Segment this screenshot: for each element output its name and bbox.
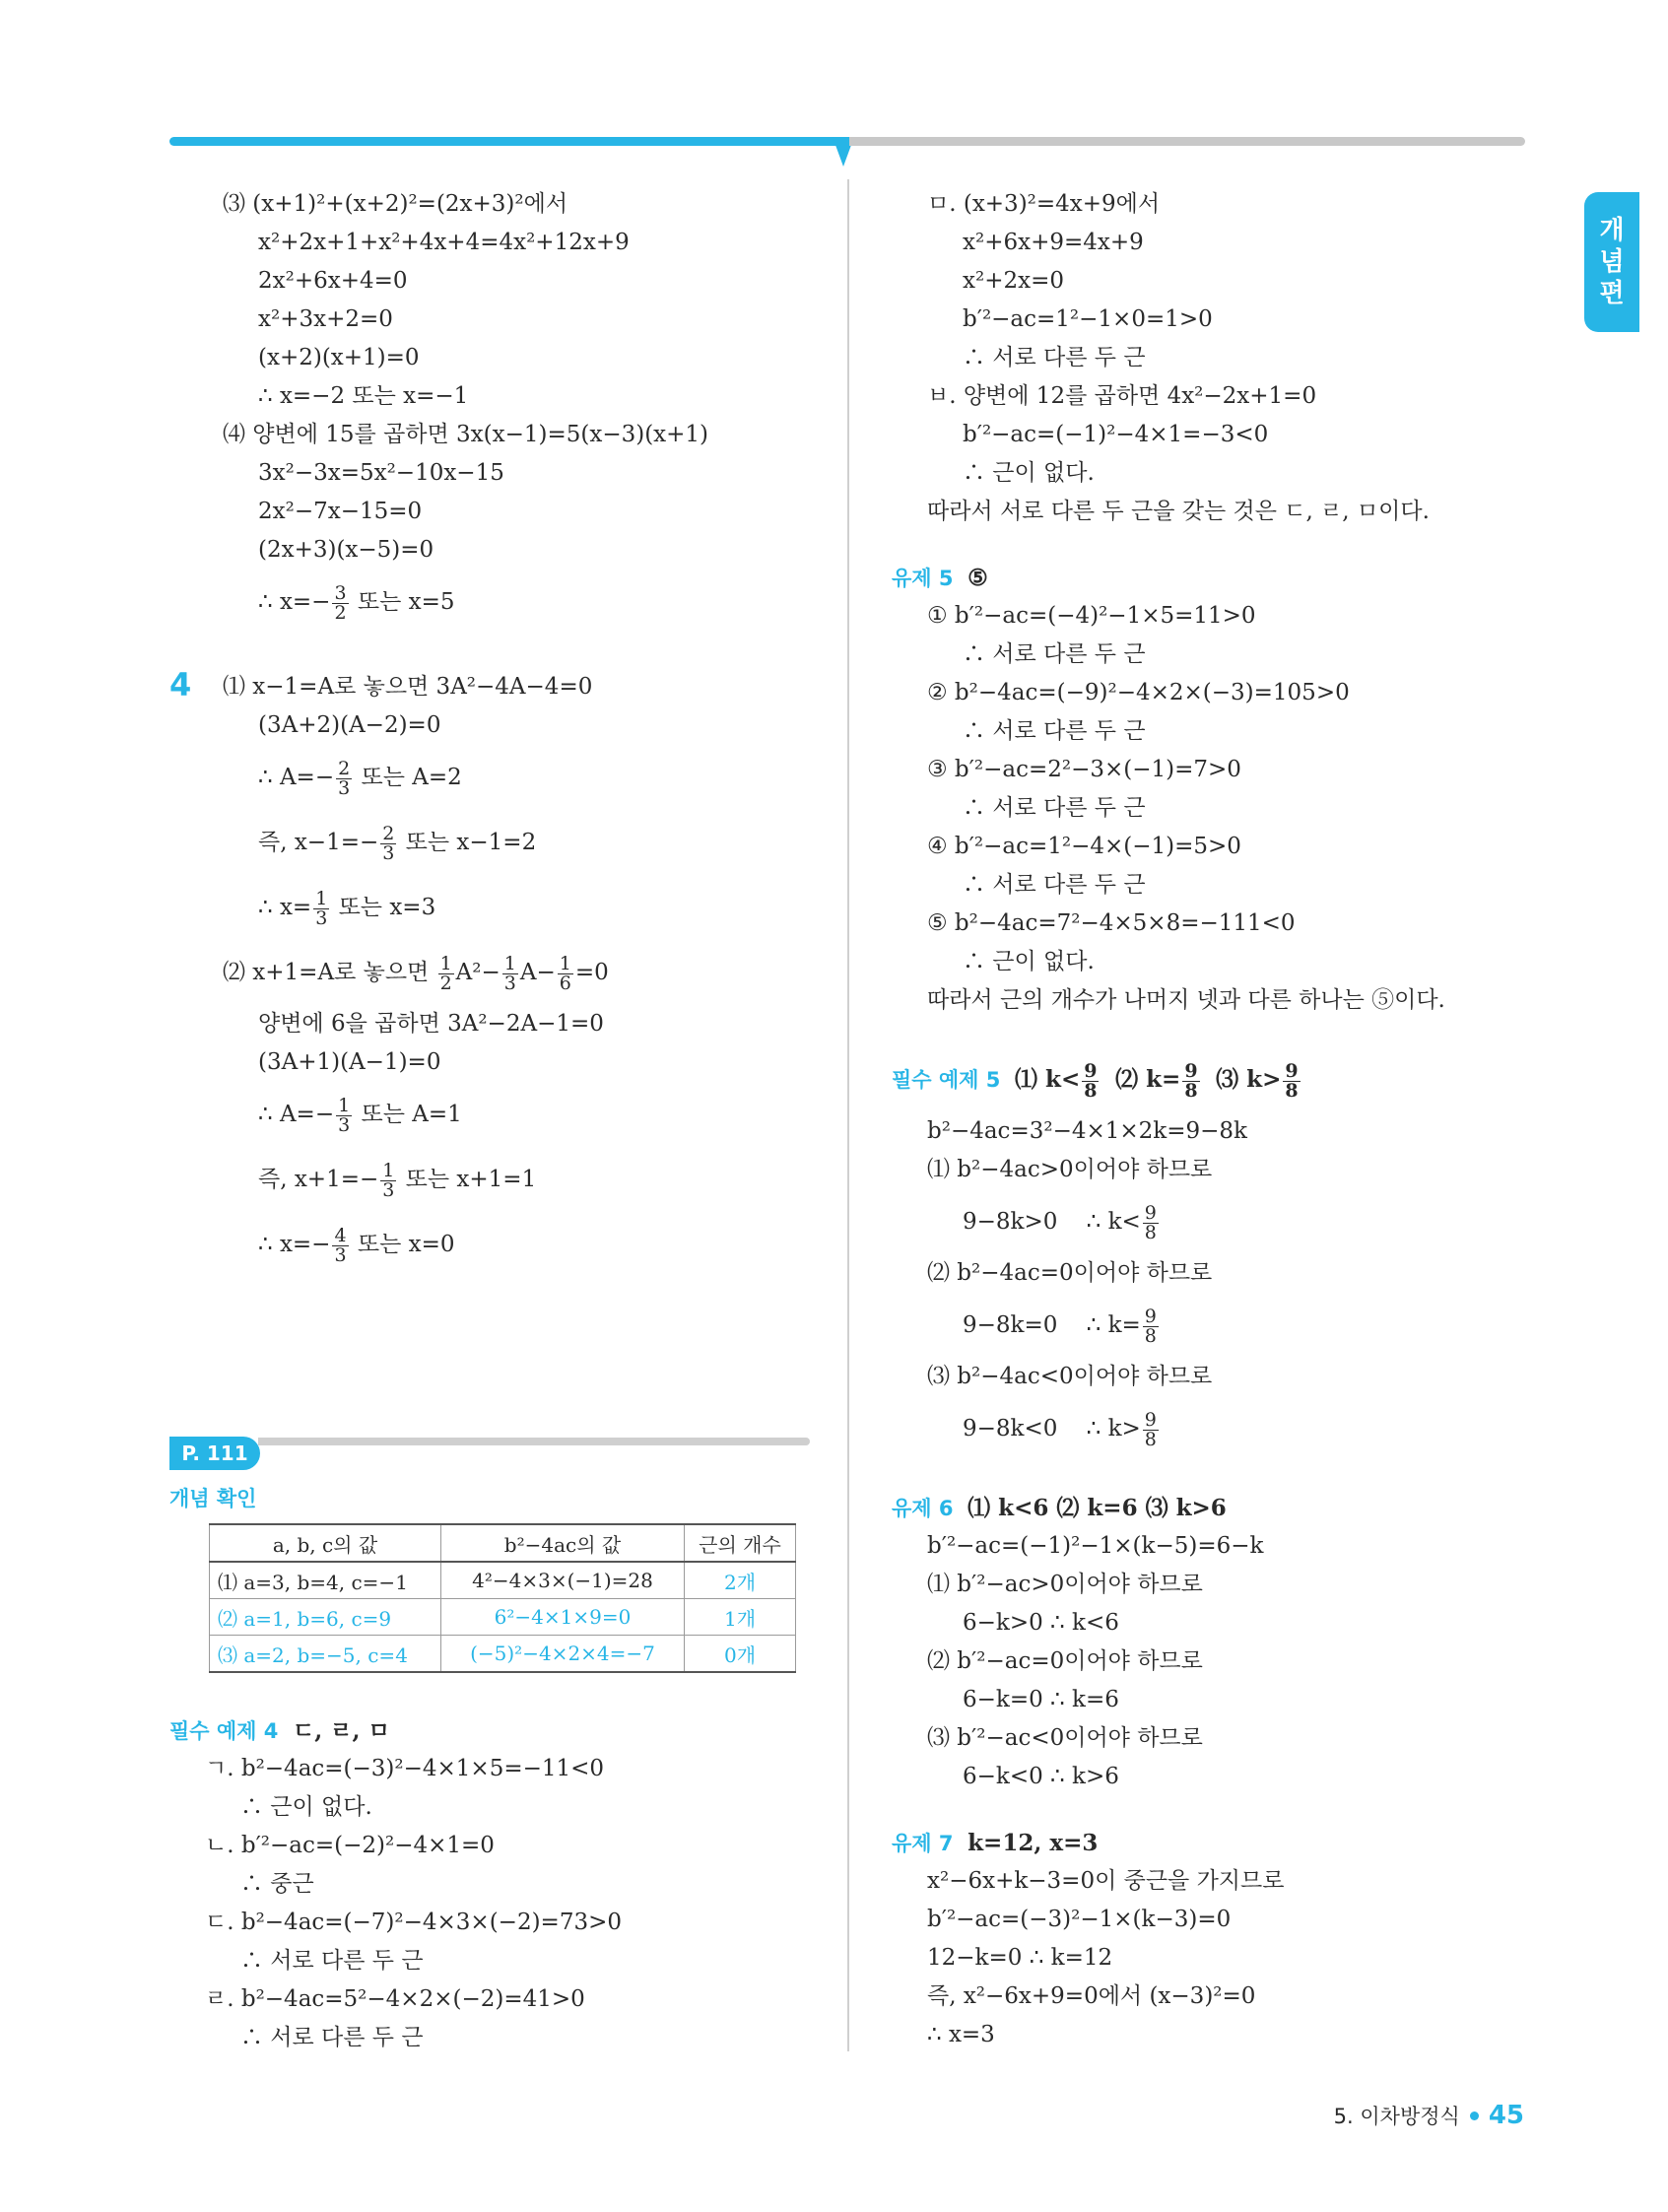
side-tab-char: 개 xyxy=(1599,216,1625,245)
fraction: $\frac{1}{3}$ xyxy=(382,1159,395,1201)
solution-line: ⑵ x+1=A로 놓으면 $\frac{1}{2}$ A²− $\frac{1}{3}$ A− $\frac{1}{6}$ =0 xyxy=(223,952,609,994)
solution-line: ⑶ b′²−ac<0이어야 하므로 xyxy=(927,1725,1203,1751)
solution-line: ㅁ. (x+3)²=4x+9에서 xyxy=(927,191,1161,217)
left-column xyxy=(223,185,834,635)
table-header: a, b, c의 값 xyxy=(210,1524,441,1562)
fraction: $\frac{3}{2}$ xyxy=(334,581,347,624)
table-cell: (−5)²−4×2×4=−7 xyxy=(441,1636,685,1673)
solution-line: 9−8k>0 ∴ k< $\frac{9}{8}$ xyxy=(963,1201,1157,1243)
solution-line: ⑵ b²−4ac=0이어야 하므로 xyxy=(927,1260,1213,1286)
solution-line: (3A+1)(A−1)=0 xyxy=(258,1049,441,1075)
example-label: 필수 예제 4 xyxy=(169,1719,279,1743)
fraction: $\frac{4}{3}$ xyxy=(334,1224,347,1266)
table-row xyxy=(210,1599,796,1636)
left-column-q4 xyxy=(223,668,834,1277)
solution-line: 즉, x²−6x+9=0에서 (x−3)²=0 xyxy=(927,1983,1256,2009)
example-heading: 필수 예제 5 ⑴ k< $\frac{9}{8}$ ⑵ k= $\frac{9}{8}$ ⑶ k> $\frac{9}{8}$ xyxy=(892,1059,1299,1102)
concept-table xyxy=(209,1523,796,1673)
solution-line: ∴ 서로 다른 두 근 xyxy=(963,872,1146,898)
solution-line: ⑷ 양변에 15를 곱하면 3x(x−1)=5(x−3)(x+1) xyxy=(223,422,709,447)
solution-line: ⑴ x−1=A로 놓으면 3A²−4A−4=0 xyxy=(223,674,593,700)
solution-line: 따라서 서로 다른 두 근을 갖는 것은 ㄷ, ㄹ, ㅁ이다. xyxy=(927,499,1430,524)
exercise-answer: ⑤ xyxy=(967,565,988,591)
solution-line: ⑵ b′²−ac=0이어야 하므로 xyxy=(927,1648,1203,1674)
solution-line: ∴ x=3 xyxy=(927,2022,995,2047)
solution-line: ⑤ b²−4ac=7²−4×5×8=−111<0 xyxy=(927,910,1296,936)
exercise-label: 유제 6 xyxy=(892,1497,954,1520)
fraction: $\frac{9}{8}$ xyxy=(1285,1059,1299,1102)
fraction: $\frac{9}{8}$ xyxy=(1184,1059,1198,1102)
solution-line: ㄷ. b²−4ac=(−7)²−4×3×(−2)=73>0 xyxy=(205,1910,622,1935)
solution-line: ⑶ b²−4ac<0이어야 하므로 xyxy=(927,1364,1213,1389)
solution-line: x²+6x+9=4x+9 xyxy=(963,230,1144,255)
exercise-label: 유제 7 xyxy=(892,1832,954,1855)
solution-line: ㅂ. 양변에 12를 곱하면 4x²−2x+1=0 xyxy=(927,383,1317,409)
fraction: $\frac{1}{3}$ xyxy=(338,1094,351,1136)
example-4 xyxy=(169,1711,820,2057)
table-header-row xyxy=(210,1524,796,1562)
solution-line: ③ b′²−ac=2²−3×(−1)=7>0 xyxy=(927,757,1241,782)
table-cell: 0개 xyxy=(685,1636,796,1673)
example-heading xyxy=(169,1711,820,1750)
solution-line: ∴ 서로 다른 두 근 xyxy=(240,1948,424,1974)
solution-line: 12−k=0 ∴ k=12 xyxy=(927,1945,1113,1971)
fraction: $\frac{9}{8}$ xyxy=(1144,1305,1157,1347)
example-label: 필수 예제 5 xyxy=(892,1068,1001,1092)
solution-line: ∴ A=− $\frac{2}{3}$ 또는 A=2 xyxy=(258,757,462,799)
column-divider xyxy=(847,179,849,2051)
solution-line: ㄴ. b′²−ac=(−2)²−4×1=0 xyxy=(205,1833,495,1858)
solution-line: 6−k=0 ∴ k=6 xyxy=(963,1687,1119,1712)
side-tab-char: 념 xyxy=(1599,247,1625,277)
table-header: b²−4ac의 값 xyxy=(441,1524,685,1562)
fraction: $\frac{1}{3}$ xyxy=(503,952,516,994)
solution-line: 즉, x−1=− $\frac{2}{3}$ 또는 x−1=2 xyxy=(258,822,537,864)
table-cell: 4²−4×3×(−1)=28 xyxy=(441,1562,685,1599)
solution-line: ∴ 서로 다른 두 근 xyxy=(963,795,1146,821)
page-reference-rule xyxy=(258,1438,810,1445)
solution-line: ⑴ b′²−ac>0이어야 하므로 xyxy=(927,1572,1203,1597)
header-bar-right xyxy=(849,137,1525,146)
solution-line: 6−k>0 ∴ k<6 xyxy=(963,1610,1119,1636)
solution-line: ∴ 근이 없다. xyxy=(963,949,1095,974)
solution-line: ∴ 서로 다른 두 근 xyxy=(963,641,1146,667)
table-row xyxy=(210,1636,796,1673)
fraction: $\frac{1}{2}$ xyxy=(439,952,452,994)
section-side-tab xyxy=(1584,192,1639,332)
solution-line: ④ b′²−ac=1²−4×(−1)=5>0 xyxy=(927,834,1241,859)
solution-line: 9−8k=0 ∴ k= $\frac{9}{8}$ xyxy=(963,1305,1157,1347)
table-row xyxy=(210,1562,796,1599)
exercise-answer: ⑴ k<6 ⑵ k=6 ⑶ k>6 xyxy=(967,1495,1227,1521)
solution-line: ∴ A=− $\frac{1}{3}$ 또는 A=1 xyxy=(258,1094,462,1136)
side-tab-char: 편 xyxy=(1599,279,1625,308)
solution-line: b′²−ac=(−1)²−1×(k−5)=6−k xyxy=(927,1533,1264,1559)
solution-line: ⑶ (x+1)²+(x+2)²=(2x+3)²에서 xyxy=(223,191,568,217)
solution-line: ∴ 중근 xyxy=(240,1871,314,1897)
footer-dot-icon xyxy=(1470,2111,1479,2120)
fraction: $\frac{9}{8}$ xyxy=(1144,1408,1157,1450)
concept-check-title: 개념 확인 xyxy=(169,1487,257,1510)
solution-line: ∴ x=−2 또는 x=−1 xyxy=(258,383,469,409)
table-cell: ⑵ a=1, b=6, c=9 xyxy=(210,1599,441,1636)
solution-line: x²+2x=0 xyxy=(963,268,1064,294)
fraction: $\frac{1}{3}$ xyxy=(315,887,328,929)
exercise-label: 유제 5 xyxy=(892,567,954,590)
table-header: 근의 개수 xyxy=(685,1524,796,1562)
example-heading xyxy=(892,559,1522,597)
solution-line: 2x²−7x−15=0 xyxy=(258,499,423,524)
solution-line: x²+2x+1+x²+4x+4=4x²+12x+9 xyxy=(258,230,630,255)
solution-line: ∴ x=− $\frac{3}{2}$ 또는 x=5 xyxy=(258,581,455,624)
table-cell: 6²−4×1×9=0 xyxy=(441,1599,685,1636)
solution-line: b′²−ac=(−3)²−1×(k−3)=0 xyxy=(927,1907,1232,1932)
page-footer xyxy=(1334,2101,1524,2130)
table-cell: ⑴ a=3, b=4, c=−1 xyxy=(210,1562,441,1599)
solution-line: (x+2)(x+1)=0 xyxy=(258,345,420,370)
solution-line: 9−8k<0 ∴ k> $\frac{9}{8}$ xyxy=(963,1408,1157,1450)
solution-line: 6−k<0 ∴ k>6 xyxy=(963,1764,1119,1789)
solution-line: ① b′²−ac=(−4)²−1×5=11>0 xyxy=(927,603,1256,629)
solution-line: ∴ 서로 다른 두 근 xyxy=(963,718,1146,744)
solution-line: (2x+3)(x−5)=0 xyxy=(258,537,434,563)
solution-line: x²+3x+2=0 xyxy=(258,306,393,332)
table-cell: ⑶ a=2, b=−5, c=4 xyxy=(210,1636,441,1673)
header-bar-left xyxy=(169,137,839,146)
fraction: $\frac{2}{3}$ xyxy=(338,757,351,799)
fraction: $\frac{9}{8}$ xyxy=(1084,1059,1098,1102)
solution-line: 3x²−3x=5x²−10x−15 xyxy=(258,460,504,486)
solution-line: b²−4ac=3²−4×1×2k=9−8k xyxy=(927,1118,1247,1144)
example-answer: ㄷ, ㄹ, ㅁ xyxy=(293,1717,390,1744)
solution-line: b′²−ac=1²−1×0=1>0 xyxy=(963,306,1213,332)
solution-line: ∴ 근이 없다. xyxy=(963,460,1095,486)
fraction: $\frac{2}{3}$ xyxy=(382,822,395,864)
solution-line: ∴ 근이 없다. xyxy=(240,1794,372,1820)
solution-line: ∴ 서로 다른 두 근 xyxy=(240,2025,424,2050)
solution-line: ∴ x= $\frac{1}{3}$ 또는 x=3 xyxy=(258,887,436,929)
chapter-title: 5. 이차방정식 xyxy=(1333,2105,1460,2128)
solution-line: 양변에 6을 곱하면 3A²−2A−1=0 xyxy=(258,1011,604,1037)
fraction: $\frac{9}{8}$ xyxy=(1144,1201,1157,1243)
solution-line: ㄹ. b²−4ac=5²−4×2×(−2)=41>0 xyxy=(205,1986,585,2012)
table-cell: 1개 xyxy=(685,1599,796,1636)
solution-line: ∴ 서로 다른 두 근 xyxy=(963,345,1146,370)
solution-line: ∴ x=− $\frac{4}{3}$ 또는 x=0 xyxy=(258,1224,455,1266)
solution-line: 2x²+6x+4=0 xyxy=(258,268,408,294)
exercise-answer: k=12, x=3 xyxy=(967,1830,1099,1856)
solution-line: ⑴ b²−4ac>0이어야 하므로 xyxy=(927,1157,1213,1182)
page-reference-badge: P. 111 xyxy=(169,1437,260,1470)
solution-line: ② b²−4ac=(−9)²−4×2×(−3)=105>0 xyxy=(927,680,1350,705)
example-heading xyxy=(892,1824,1522,1862)
right-column xyxy=(892,185,1522,2054)
solution-line: x²−6x+k−3=0이 중근을 가지므로 xyxy=(927,1868,1285,1894)
solution-line: (3A+2)(A−2)=0 xyxy=(258,712,441,738)
table-cell: 2개 xyxy=(685,1562,796,1599)
page-number: 45 xyxy=(1488,2101,1524,2130)
solution-line: 즉, x+1=− $\frac{1}{3}$ 또는 x+1=1 xyxy=(258,1159,537,1201)
solution-line: 따라서 근의 개수가 나머지 넷과 다른 하나는 ⑤이다. xyxy=(927,987,1445,1013)
example-heading xyxy=(892,1489,1522,1527)
solution-line: ㄱ. b²−4ac=(−3)²−4×1×5=−11<0 xyxy=(205,1756,605,1781)
problem-number: 4 xyxy=(169,666,192,704)
solution-line: b′²−ac=(−1)²−4×1=−3<0 xyxy=(963,422,1269,447)
fraction: $\frac{1}{6}$ xyxy=(559,952,571,994)
